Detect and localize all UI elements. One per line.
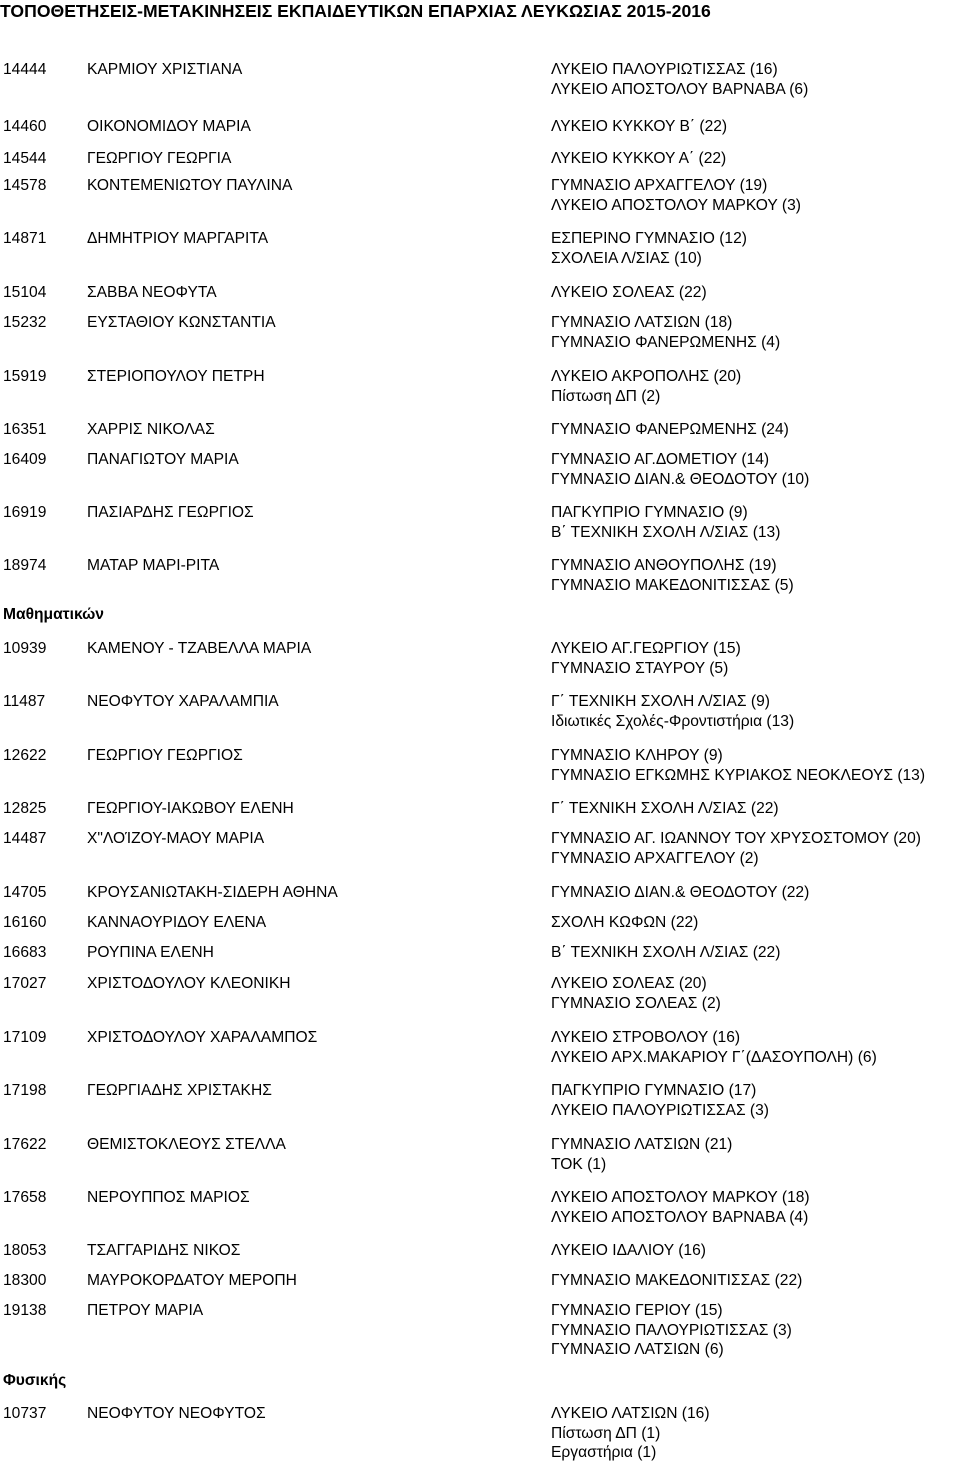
teacher-id: 15232 (3, 314, 47, 331)
school-assignments (551, 829, 921, 868)
school-assignment: ΓΥΜΝΑΣΙΟ ΑΡΧΑΓΓΕΛΟΥ (19) (551, 177, 768, 194)
school-assignment: ΓΥΜΝΑΣΙΟ ΠΑΛΟΥΡΙΩΤΙΣΣΑΣ (3) (551, 1321, 792, 1339)
school-assignment: ΓΥΜΝΑΣΙΟ ΑΝΘΟΥΠΟΛΗΣ (19) (551, 557, 777, 574)
school-assignment: Πίστωση ΔΠ (1) (551, 1424, 661, 1442)
teacher-id: 14578 (3, 177, 47, 194)
school-assignments (551, 746, 925, 785)
school-assignment: Εργαστήρια (1) (551, 1444, 657, 1461)
school-assignment: ΛΥΚΕΙΟ ΣΤΡΟΒΟΛΟΥ (16) (551, 1029, 741, 1046)
school-assignment: ΛΥΚΕΙΟ ΑΠΟΣΤΟΛΟΥ ΒΑΡΝΑΒΑ (4) (551, 1208, 809, 1226)
school-assignments (551, 943, 780, 963)
teacher-name: ΜΑΥΡΟΚΟΡΔΑΤΟΥ ΜΕΡΟΠΗ (87, 1272, 297, 1289)
school-assignment: ΛΥΚΕΙΟ ΚΥΚΚΟΥ Β΄ (22) (551, 118, 728, 135)
teacher-name: ΤΣΑΓΓΑΡΙΔΗΣ ΝΙΚΟΣ (87, 1242, 241, 1259)
school-assignments (551, 1028, 877, 1067)
teacher-name: ΧΑΡΡΙΣ ΝΙΚΟΛΑΣ (87, 421, 215, 438)
teacher-name: ΓΕΩΡΓΙΟΥ-ΙΑΚΩΒΟΥ ΕΛΕΝΗ (87, 800, 294, 817)
teacher-name: ΚΟΝΤΕΜΕΝΙΩΤΟΥ ΠΑΥΛΙΝΑ (87, 177, 293, 194)
section-heading-math: Μαθηματικών (3, 606, 104, 623)
teacher-id: 16160 (3, 914, 47, 931)
school-assignment: ΓΥΜΝΑΣΙΟ ΑΓ. ΙΩΑΝΝΟΥ ΤΟΥ ΧΡΥΣΟΣΤΟΜΟΥ (20) (551, 830, 921, 847)
teacher-id: 10939 (3, 640, 47, 657)
school-assignment: Γ΄ ΤΕΧΝΙΚΗ ΣΧΟΛΗ Λ/ΣΙΑΣ (22) (551, 800, 779, 817)
school-assignment: ΓΥΜΝΑΣΙΟ ΣΤΑΥΡΟΥ (5) (551, 659, 729, 677)
teacher-id: 17109 (3, 1029, 47, 1046)
teacher-name: ΓΕΩΡΓΙΑΔΗΣ ΧΡΙΣΤΑΚΗΣ (87, 1082, 272, 1099)
school-assignments (551, 176, 801, 215)
school-assignment: ΛΥΚΕΙΟ ΙΔΑΛΙΟΥ (16) (551, 1242, 706, 1259)
teacher-name: Χ"ΛΟΊΖΟΥ-ΜΑΟΥ ΜΑΡΙΑ (87, 830, 265, 847)
teacher-id: 16919 (3, 504, 47, 521)
school-assignment: ΓΥΜΝΑΣΙΟ ΔΙΑΝ.& ΘΕΟΔΟΤΟΥ (10) (551, 470, 810, 488)
school-assignments (551, 117, 727, 137)
school-assignments (551, 1081, 769, 1120)
school-assignment: ΠΑΓΚΥΠΡΙΟ ΓΥΜΝΑΣΙΟ (9) (551, 504, 748, 521)
teacher-id: 12825 (3, 800, 47, 817)
school-assignment: ΓΥΜΝΑΣΙΟ ΦΑΝΕΡΩΜΕΝΗΣ (24) (551, 421, 789, 438)
school-assignments (551, 799, 779, 819)
school-assignments (551, 450, 809, 489)
school-assignments (551, 420, 789, 440)
teacher-name: ΚΡΟΥΣΑΝΙΩΤΑΚΗ-ΣΙΔΕΡΗ ΑΘΗΝΑ (87, 884, 338, 901)
school-assignment: ΛΥΚΕΙΟ ΣΟΛΕΑΣ (22) (551, 284, 707, 301)
school-assignment: ΓΥΜΝΑΣΙΟ ΓΕΡΙΟΥ (15) (551, 1302, 723, 1319)
teacher-name: ΝΕΟΦΥΤΟΥ ΧΑΡΑΛΑΜΠΙΑ (87, 693, 279, 710)
teacher-name: ΜΑΤΑΡ ΜΑΡΙ-ΡΙΤΑ (87, 557, 220, 574)
teacher-id: 14444 (3, 61, 47, 78)
teacher-id: 18974 (3, 557, 47, 574)
school-assignments (551, 60, 808, 99)
teacher-name: ΘΕΜΙΣΤΟΚΛΕΟΥΣ ΣΤΕΛΛΑ (87, 1136, 286, 1153)
teacher-name: ΝΕΟΦΥΤΟΥ ΝΕΟΦΥΤΟΣ (87, 1405, 266, 1422)
school-assignment: ΓΥΜΝΑΣΙΟ ΜΑΚΕΔΟΝΙΤΙΣΣΑΣ (22) (551, 1272, 803, 1289)
school-assignment: Γ΄ ΤΕΧΝΙΚΗ ΣΧΟΛΗ Λ/ΣΙΑΣ (9) (551, 693, 770, 710)
school-assignment: ΛΥΚΕΙΟ ΚΥΚΚΟΥ Α΄ (22) (551, 150, 727, 167)
school-assignment: ΣΧΟΛΕΙΑ Λ/ΣΙΑΣ (10) (551, 249, 702, 267)
teacher-name: ΕΥΣΤΑΘΙΟΥ ΚΩΝΣΤΑΝΤΙΑ (87, 314, 276, 331)
teacher-id: 16351 (3, 421, 47, 438)
school-assignment: ΓΥΜΝΑΣΙΟ ΜΑΚΕΔΟΝΙΤΙΣΣΑΣ (5) (551, 576, 794, 594)
teacher-name: ΣΑΒΒΑ ΝΕΟΦΥΤΑ (87, 284, 217, 301)
school-assignments (551, 1404, 710, 1463)
teacher-name: ΓΕΩΡΓΙΟΥ ΓΕΩΡΓΙΑ (87, 150, 232, 167)
teacher-id: 16683 (3, 944, 47, 961)
school-assignment: ΕΣΠΕΡΙΝΟ ΓΥΜΝΑΣΙΟ (12) (551, 230, 747, 247)
teacher-id: 17658 (3, 1189, 47, 1206)
school-assignments (551, 1241, 706, 1261)
school-assignments (551, 503, 780, 542)
school-assignment: ΓΥΜΝΑΣΙΟ ΕΓΚΩΜΗΣ ΚΥΡΙΑΚΟΣ ΝΕΟΚΛΕΟΥΣ (13) (551, 766, 926, 784)
section-heading-physics: Φυσικής (3, 1372, 67, 1389)
teacher-name: ΝΕΡΟΥΠΠΟΣ ΜΑΡΙΟΣ (87, 1189, 250, 1206)
school-assignments (551, 692, 794, 731)
school-assignment: ΓΥΜΝΑΣΙΟ ΛΑΤΣΙΩΝ (6) (551, 1341, 724, 1358)
school-assignments (551, 313, 780, 352)
teacher-name: ΡΟΥΠΙΝΑ ΕΛΕΝΗ (87, 944, 214, 961)
school-assignment: ΛΥΚΕΙΟ ΠΑΛΟΥΡΙΩΤΙΣΣΑΣ (3) (551, 1101, 769, 1119)
teacher-name: ΟΙΚΟΝΟΜΙΔΟΥ ΜΑΡΙΑ (87, 118, 251, 135)
school-assignment: Β΄ ΤΕΧΝΙΚΗ ΣΧΟΛΗ Λ/ΣΙΑΣ (22) (551, 944, 781, 961)
teacher-name: ΓΕΩΡΓΙΟΥ ΓΕΩΡΓΙΟΣ (87, 747, 243, 764)
school-assignments (551, 229, 747, 268)
teacher-id: 14460 (3, 118, 47, 135)
school-assignments (551, 913, 698, 933)
school-assignment: ΓΥΜΝΑΣΙΟ ΑΡΧΑΓΓΕΛΟΥ (2) (551, 849, 759, 867)
teacher-id: 17027 (3, 975, 47, 992)
school-assignments (551, 149, 726, 169)
teacher-name: ΚΑΜΕΝΟΥ - ΤΖΑΒΕΛΛΑ ΜΑΡΙΑ (87, 640, 312, 657)
school-assignments (551, 1271, 802, 1291)
school-assignment: ΛΥΚΕΙΟ ΣΟΛΕΑΣ (20) (551, 975, 707, 992)
school-assignment: Πίστωση ΔΠ (2) (551, 387, 661, 405)
school-assignment: ΓΥΜΝΑΣΙΟ ΦΑΝΕΡΩΜΕΝΗΣ (4) (551, 333, 781, 351)
teacher-id: 15104 (3, 284, 47, 301)
school-assignment: ΓΥΜΝΑΣΙΟ ΛΑΤΣΙΩΝ (21) (551, 1136, 733, 1153)
teacher-name: ΠΕΤΡΟΥ ΜΑΡΙΑ (87, 1302, 204, 1319)
school-assignment: ΓΥΜΝΑΣΙΟ ΔΙΑΝ.& ΘΕΟΔΟΤΟΥ (22) (551, 884, 810, 901)
teacher-name: ΠΑΣΙΑΡΔΗΣ ΓΕΩΡΓΙΟΣ (87, 504, 254, 521)
school-assignment: ΤΟΚ (1) (551, 1155, 607, 1173)
school-assignments (551, 1188, 810, 1227)
teacher-name: ΚΑΝΝΑΟΥΡΙΔΟΥ ΕΛΕΝΑ (87, 914, 267, 931)
school-assignment: ΛΥΚΕΙΟ ΛΑΤΣΙΩΝ (16) (551, 1405, 710, 1422)
school-assignment: ΛΥΚΕΙΟ ΑΠΟΣΤΟΛΟΥ ΒΑΡΝΑΒΑ (6) (551, 80, 809, 98)
school-assignments (551, 367, 741, 406)
school-assignment: Β΄ ΤΕΧΝΙΚΗ ΣΧΟΛΗ Λ/ΣΙΑΣ (13) (551, 523, 781, 541)
school-assignment: ΛΥΚΕΙΟ ΑΚΡΟΠΟΛΗΣ (20) (551, 368, 742, 385)
school-assignment: ΛΥΚΕΙΟ ΑΓ.ΓΕΩΡΓΙΟΥ (15) (551, 640, 741, 657)
teacher-id: 14487 (3, 830, 47, 847)
school-assignment: ΣΧΟΛΗ ΚΩΦΩΝ (22) (551, 914, 699, 931)
school-assignments (551, 283, 707, 303)
teacher-id: 12622 (3, 747, 47, 764)
teacher-id: 15919 (3, 368, 47, 385)
teacher-id: 17198 (3, 1082, 47, 1099)
school-assignments (551, 1301, 792, 1360)
teacher-id: 10737 (3, 1405, 47, 1422)
school-assignment: ΛΥΚΕΙΟ ΑΡΧ.ΜΑΚΑΡΙΟΥ Γ΄(ΔΑΣΟΥΠΟΛΗ) (6) (551, 1048, 877, 1066)
teacher-id: 11487 (3, 693, 46, 710)
school-assignment: ΛΥΚΕΙΟ ΑΠΟΣΤΟΛΟΥ ΜΑΡΚΟΥ (3) (551, 196, 801, 214)
teacher-name: ΧΡΙΣΤΟΔΟΥΛΟΥ ΚΛΕΟΝΙΚΗ (87, 975, 291, 992)
teacher-id: 14705 (3, 884, 47, 901)
school-assignment: Ιδιωτικές Σχολές-Φροντιστήρια (13) (551, 712, 795, 730)
school-assignment: ΛΥΚΕΙΟ ΠΑΛΟΥΡΙΩΤΙΣΣΑΣ (16) (551, 61, 778, 78)
school-assignments (551, 1135, 732, 1174)
school-assignments (551, 639, 741, 678)
school-assignments (551, 556, 794, 595)
school-assignment: ΓΥΜΝΑΣΙΟ ΛΑΤΣΙΩΝ (18) (551, 314, 733, 331)
teacher-id: 14871 (3, 230, 47, 247)
teacher-name: ΣΤΕΡΙΟΠΟΥΛΟΥ ΠΕΤΡΗ (87, 368, 265, 385)
teacher-name: ΠΑΝΑΓΙΩΤΟΥ ΜΑΡΙΑ (87, 451, 239, 468)
school-assignments (551, 883, 809, 903)
school-assignment: ΛΥΚΕΙΟ ΑΠΟΣΤΟΛΟΥ ΜΑΡΚΟΥ (18) (551, 1189, 810, 1206)
teacher-name: ΚΑΡΜΙΟΥ ΧΡΙΣΤΙΑΝΑ (87, 61, 243, 78)
school-assignment: ΓΥΜΝΑΣΙΟ ΚΛΗΡΟΥ (9) (551, 747, 723, 764)
teacher-id: 17622 (3, 1136, 47, 1153)
teacher-name: ΧΡΙΣΤΟΔΟΥΛΟΥ ΧΑΡΑΛΑΜΠΟΣ (87, 1029, 318, 1046)
school-assignment: ΓΥΜΝΑΣΙΟ ΣΟΛΕΑΣ (2) (551, 994, 721, 1012)
teacher-id: 16409 (3, 451, 47, 468)
teacher-id: 14544 (3, 150, 47, 167)
teacher-id: 18053 (3, 1242, 47, 1259)
teacher-id: 19138 (3, 1302, 47, 1319)
school-assignment: ΓΥΜΝΑΣΙΟ ΑΓ.ΔΟΜΕΤΙΟΥ (14) (551, 451, 770, 468)
teacher-name: ΔΗΜΗΤΡΙΟΥ ΜΑΡΓΑΡΙΤΑ (87, 230, 269, 247)
school-assignments (551, 974, 721, 1013)
teacher-id: 18300 (3, 1272, 47, 1289)
document-title: ΤΟΠΟΘΕΤΗΣΕΙΣ-ΜΕΤΑΚΙΝΗΣΕΙΣ ΕΚΠΑΙΔΕΥΤΙΚΩΝ ΕΠΑΡΧΙΑΣ ΛΕΥΚΩΣΙΑΣ 2015-2016 (0, 1, 711, 21)
school-assignment: ΠΑΓΚΥΠΡΙΟ ΓΥΜΝΑΣΙΟ (17) (551, 1082, 757, 1099)
